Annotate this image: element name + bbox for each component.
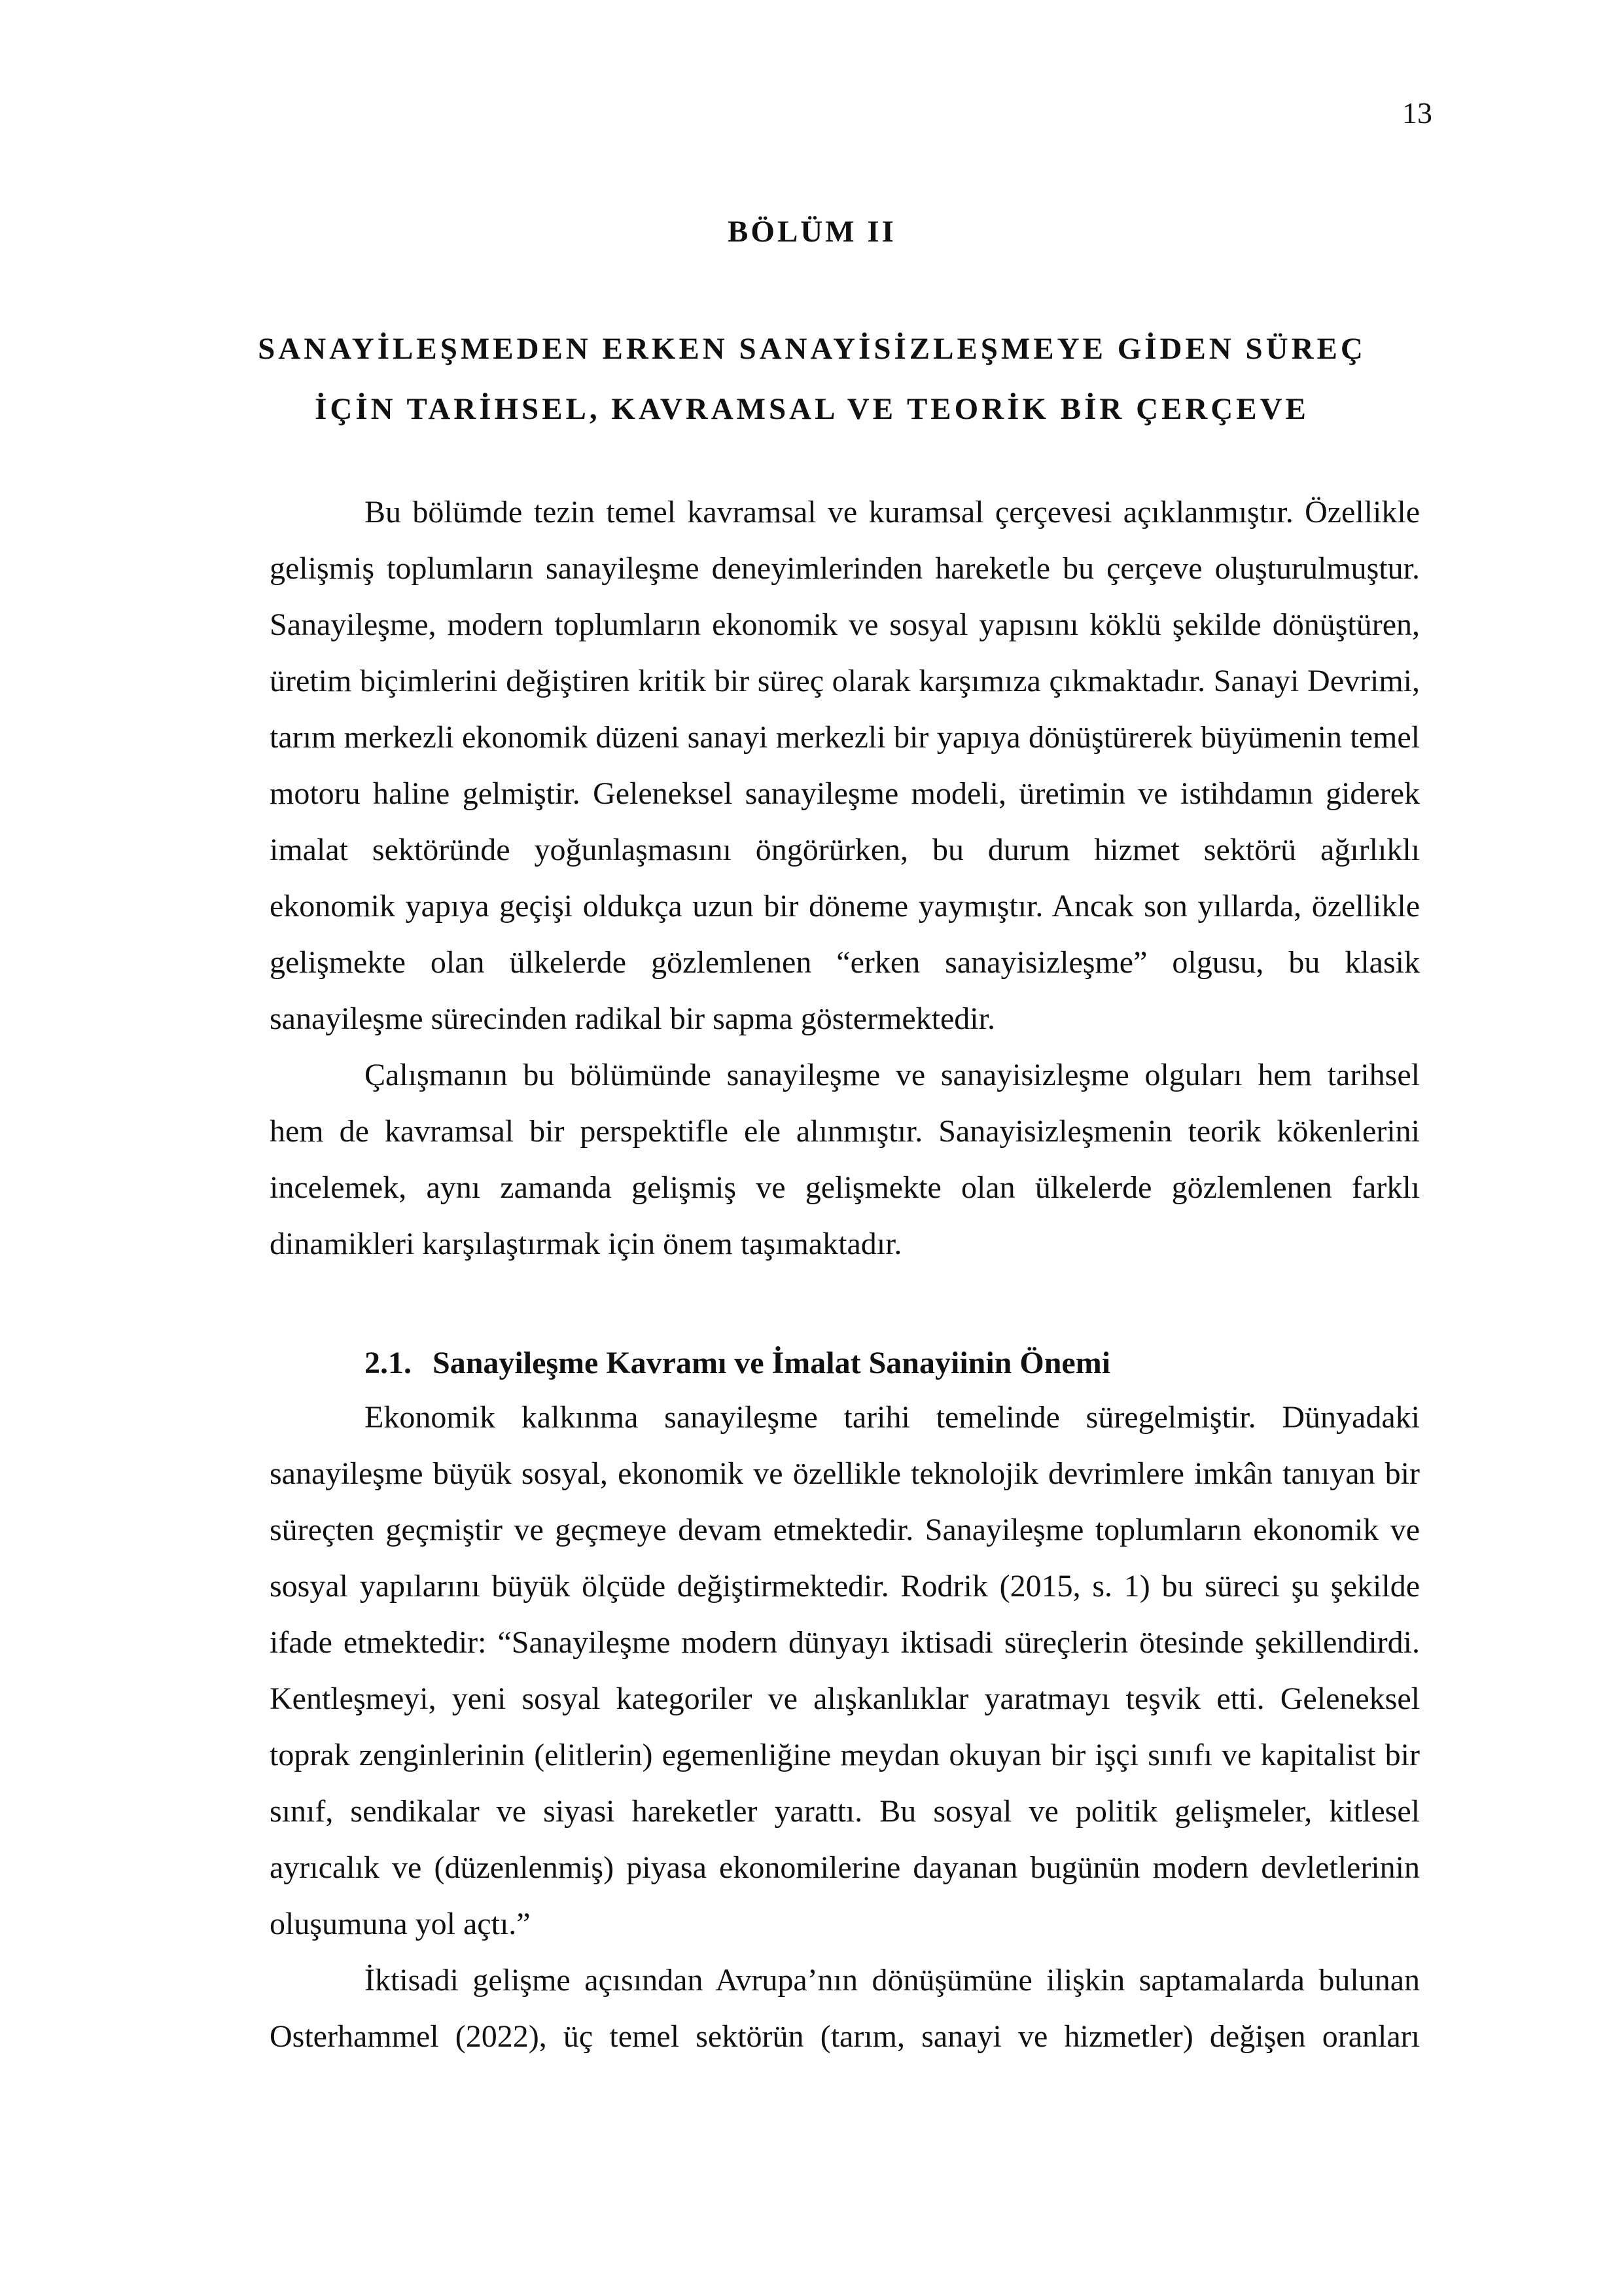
chapter-title-line-2: İÇİN TARİHSEL, KAVRAMSAL VE TEORİK BİR ÇERÇEVE — [315, 392, 1309, 426]
chapter-title-line-1: SANAYİLEŞMEDEN ERKEN SANAYİSİZLEŞMEYE GİDEN SÜREÇ — [258, 332, 1366, 366]
section-title: Sanayileşme Kavramı ve İmalat Sanayiinin Önemi — [432, 1346, 1111, 1380]
section-paragraph-1: Ekonomik kalkınma sanayileşme tarihi temelinde süregelmiştir. Dünyadaki sanayileşme büyük sosyal, ekonomik ve özellikle teknolojik devrimlere imkân tanıyan bir süreçten geçmiştir ve geçmeye devam etmektedir. Sanayileşme toplumların ekonomik ve sosyal yapılarını büyük ölçüde değiştirmektedir. Rodrik (2015, s. 1) bu süreci şu şekilde ifade etmektedir: “Sanayileşme modern dünyayı iktisadi süreçlerin ötesinde şekillendirdi. Kentleşmeyi, yeni sosyal kategoriler ve alışkanlıklar yaratmayı teşvik etti. Geleneksel toprak zenginlerinin (elitlerin) egemenliğine meydan okuyan bir işçi sınıfı ve kapitalist bir sınıf, sendikalar ve siyasi hareketler yarattı. Bu sosyal ve politik gelişmeler, kitlesel ayrıcalık ve (düzenlenmiş) piyasa ekonomilerine dayanan bugünün modern devletlerinin oluşumuna yol açtı.” — [270, 1400, 1420, 1941]
intro-text — [270, 484, 1420, 1272]
intro-paragraph-1: Bu bölümde tezin temel kavramsal ve kuramsal çerçevesi açıklanmıştır. Özellikle gelişmiş toplumların sanayileşme deneyimlerinden hareketle bu çerçeve oluşturulmuştur. Sanayileşme, modern toplumların ekonomik ve sosyal yapısını köklü şekilde dönüştüren, üretim biçimlerini değiştiren kritik bir süreç olarak karşımıza çıkmaktadır. Sanayi Devrimi, tarım merkezli ekonomik düzeni sanayi merkezli bir yapıya dönüştürerek büyümenin temel motoru haline gelmiştir. Geleneksel sanayileşme modeli, üretimin ve istihdamın giderek imalat sektöründe yoğunlaşmasını öngörürken, bu durum hizmet sektörü ağırlıklı ekonomik yapıya geçişi oldukça uzun bir döneme yaymıştır. Ancak son yıllarda, özellikle gelişmekte olan ülkelerde gözlemlenen “erken sanayisizleşme” olgusu, bu klasik sanayileşme sürecinden radikal bir sapma göstermektedir. — [270, 495, 1420, 1036]
intro-paragraph-2: Çalışmanın bu bölümünde sanayileşme ve sanayisizleşme olguları hem tarihsel hem de kavramsal bir perspektifle ele alınmıştır. Sanayisizleşmenin teorik kökenlerini incelemek, aynı zamanda gelişmiş ve gelişmekte olan ülkelerde gözlemlenen farklı dinamikleri karşılaştırmak için önem taşımaktadır. — [270, 1058, 1420, 1261]
section-heading — [364, 1335, 1110, 1391]
section-number: 2.1. — [364, 1346, 412, 1380]
chapter-title — [0, 319, 1624, 439]
page-number: 13 — [1402, 96, 1432, 130]
section-text — [270, 1390, 1420, 2065]
chapter-label: BÖLÜM II — [728, 215, 896, 249]
section-paragraph-2: İktisadi gelişme açısından Avrupa’nın dönüşümüne ilişkin saptamalarda bulunan Osterhammel (2022), üç temel sektörün (tarım, sanayi ve hizmetler) değişen oranları — [270, 1963, 1420, 2054]
